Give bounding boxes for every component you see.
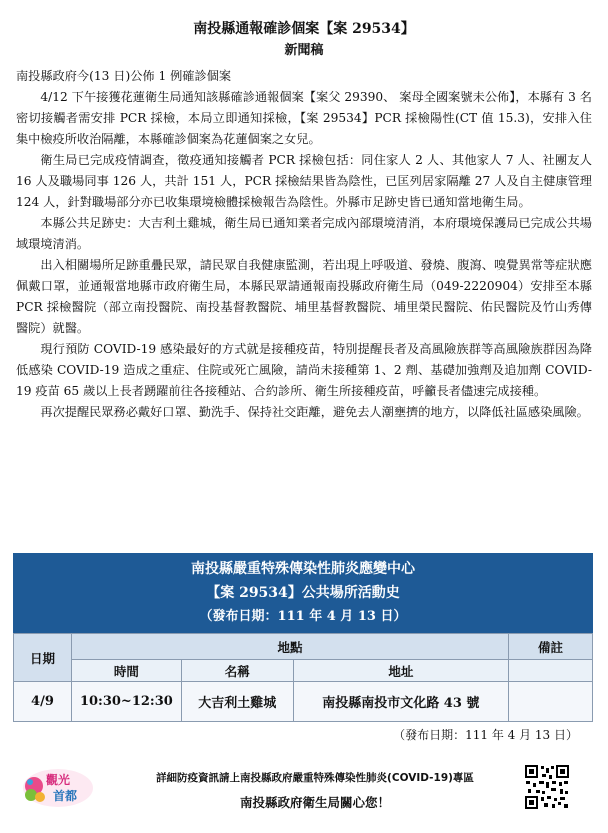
banner-publish-date: （發布日期：111 年 4 月 13 日）	[199, 609, 407, 624]
row-name: 大吉利土雞城	[181, 682, 293, 722]
header-time: 時間	[71, 660, 181, 682]
paragraph-monitoring: 出入相關場所足跡重疊民眾，請民眾自我健康監測，若出現上呼吸道、發燒、腹瀉、嗅覺異常等症狀應佩戴口罩，並通報當地縣市政府衛生局，本縣民眾請通報南投縣政府衛生局（049-2220904）安排至本縣 PCR 採檢醫院（部立南投醫院、南投基督教醫院、埔里基督教醫院、埔里榮民醫院、佑民醫院及竹山秀傳醫院）就醫。	[16, 258, 592, 335]
footer-signature: 南投縣政府衛生局關心您！	[239, 795, 390, 810]
row-time: 10:30~12:30	[71, 682, 181, 722]
paragraph-footprint: 本縣公共足跡史：大吉利土雞城，衛生局已通知業者完成內部環境清消，本府環境保護局已完成公共場域環境清消。	[16, 216, 592, 251]
header-note-blank	[509, 660, 593, 682]
paragraph-notification: 4/12 下午接獲花蓮衛生局通知該縣確診通報個案【案父 29390、 案母全國案號未公佈】，本縣有 3 名密切接觸者需安排 PCR 採檢，本局立即通知採檢，【案 29534】PCR 採檢陽性(CT 值 15.3)，安排入住集中檢疫所收治隔離，本縣確診個案為花蓮個案之女兒。	[16, 90, 592, 146]
header-place: 地點	[71, 634, 508, 660]
logo-text-capital: 首都	[53, 789, 78, 803]
page-subtitle: 新聞稿	[284, 43, 324, 58]
header-note: 備註	[509, 634, 593, 660]
activity-banner	[13, 553, 593, 633]
paragraph-lead: 南投縣政府今(13 日)公佈 1 例確診個案	[16, 69, 232, 83]
press-release-body	[16, 66, 592, 423]
page-title: 南投縣通報確診個案【案 29534】	[193, 21, 415, 37]
paragraph-vaccination: 現行預防 COVID-19 感染最好的方式就是接種疫苗，特別提醒長者及高風險族群等高風險族群因為降低感染 COVID-19 造成之重症、住院或死亡風險，請尚未接種第 1、2 劑、基礎加強劑及追加劑 COVID-19 疫苗 65 歲以上長者踴躍前往各接種站、合約診所、衛生所接種疫苗，呼籲長者儘速完成接種。	[16, 342, 592, 398]
paragraph-reminder: 再次提醒民眾務必戴好口罩、勤洗手、保持社交距離，避免去人潮壅擠的地方，以降低社區感染風險。	[40, 405, 589, 419]
qr-code-icon[interactable]	[524, 764, 570, 810]
footer-info-link[interactable]: 詳細防疫資訊請上南投縣政府嚴重特殊傳染性肺炎(COVID-19)專區	[156, 772, 474, 784]
banner-center-name: 南投縣嚴重特殊傳染性肺炎應變中心	[191, 561, 415, 577]
banner-case-title: 【案 29534】公共場所活動史	[206, 585, 400, 601]
header-date: 日期	[14, 634, 72, 682]
header-address: 地址	[293, 660, 509, 682]
header-name: 名稱	[181, 660, 293, 682]
table-row	[14, 682, 593, 722]
row-address: 南投縣南投市文化路 43 號	[293, 682, 509, 722]
nantou-tourism-logo-icon	[20, 762, 96, 810]
activity-table	[13, 633, 593, 722]
logo-text-tourism: 觀光	[46, 773, 71, 787]
publish-date: （發布日期：111 年 4 月 13 日）	[393, 728, 578, 742]
paragraph-investigation: 衛生局已完成疫情調查，徵疫通知接觸者 PCR 採檢包括：同住家人 2 人、其他家人 7 人、社團友人 16 人及職場同事 126 人，共計 151 人，PCR 採檢結果皆為陰性，已匡列居家隔離 27 人及自主健康管理 124 人，針對職場部分亦已收集環境檢體採檢報告為陰性。外縣市足跡史皆已通知當地衛生局。	[16, 153, 592, 209]
row-date: 4/9	[14, 682, 72, 722]
row-note	[509, 682, 593, 722]
